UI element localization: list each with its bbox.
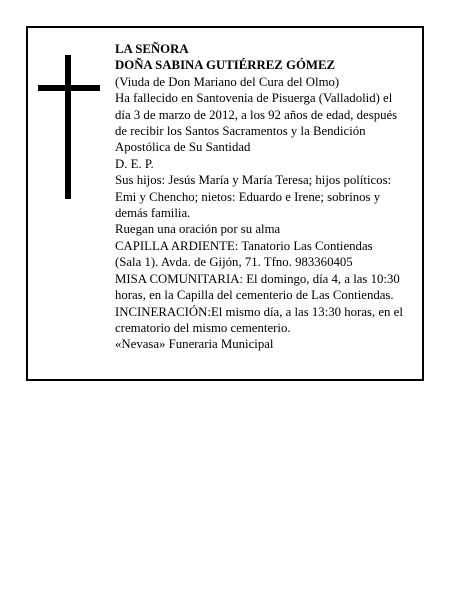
notice-title: LA SEÑORA — [115, 42, 189, 56]
mass-line-1: MISA COMUNITARIA: El domingo, día 4, a las 10:30 — [115, 271, 400, 286]
dep-line: D. E. P. — [115, 156, 154, 171]
deceased-name: DOÑA SABINA GUTIÉRREZ GÓMEZ — [115, 58, 336, 73]
death-line-4: Apostólica de Su Santidad — [115, 140, 251, 155]
cross-horizontal-bar — [38, 85, 100, 91]
death-line-3: de recibir los Santos Sacramentos y la Bendición — [115, 124, 366, 139]
family-line-1: Sus hijos: Jesús María y María Teresa; hijos políticos: — [115, 173, 392, 188]
prayer-line: Ruegan una oración por su alma — [115, 222, 281, 237]
chapel-line-2: (Sala 1). Avda. de Gijón, 71. Tfno. 983360405 — [115, 255, 353, 270]
obituary-notice — [26, 26, 424, 381]
chapel-line-1: CAPILLA ARDIENTE: Tanatorio Las Contiendas — [115, 238, 373, 253]
cross-icon — [38, 55, 100, 199]
funeral-home-line: «Nevasa» Funeraria Municipal — [115, 337, 274, 352]
cremation-line-2: crematorio del mismo cementerio. — [115, 320, 291, 335]
family-line-2: Emi y Chencho; nietos: Eduardo e Irene; sobrinos y — [115, 189, 381, 204]
death-line-2: día 3 de marzo de 2012, a los 92 años de edad, después — [115, 107, 398, 122]
cremation-line-1: INCINERACIÓN:El mismo día, a las 13:30 horas, en el — [115, 304, 403, 319]
notice-text — [115, 41, 421, 353]
mass-line-2: horas, en la Capilla del cementerio de Las Contiendas. — [115, 288, 394, 303]
death-line-1: Ha fallecido en Santovenia de Pisuerga (Valladolid) el — [115, 91, 393, 106]
widow-line: (Viuda de Don Mariano del Cura del Olmo) — [115, 74, 340, 89]
cross-vertical-bar — [65, 55, 71, 199]
family-line-3: demás familia. — [115, 206, 191, 221]
